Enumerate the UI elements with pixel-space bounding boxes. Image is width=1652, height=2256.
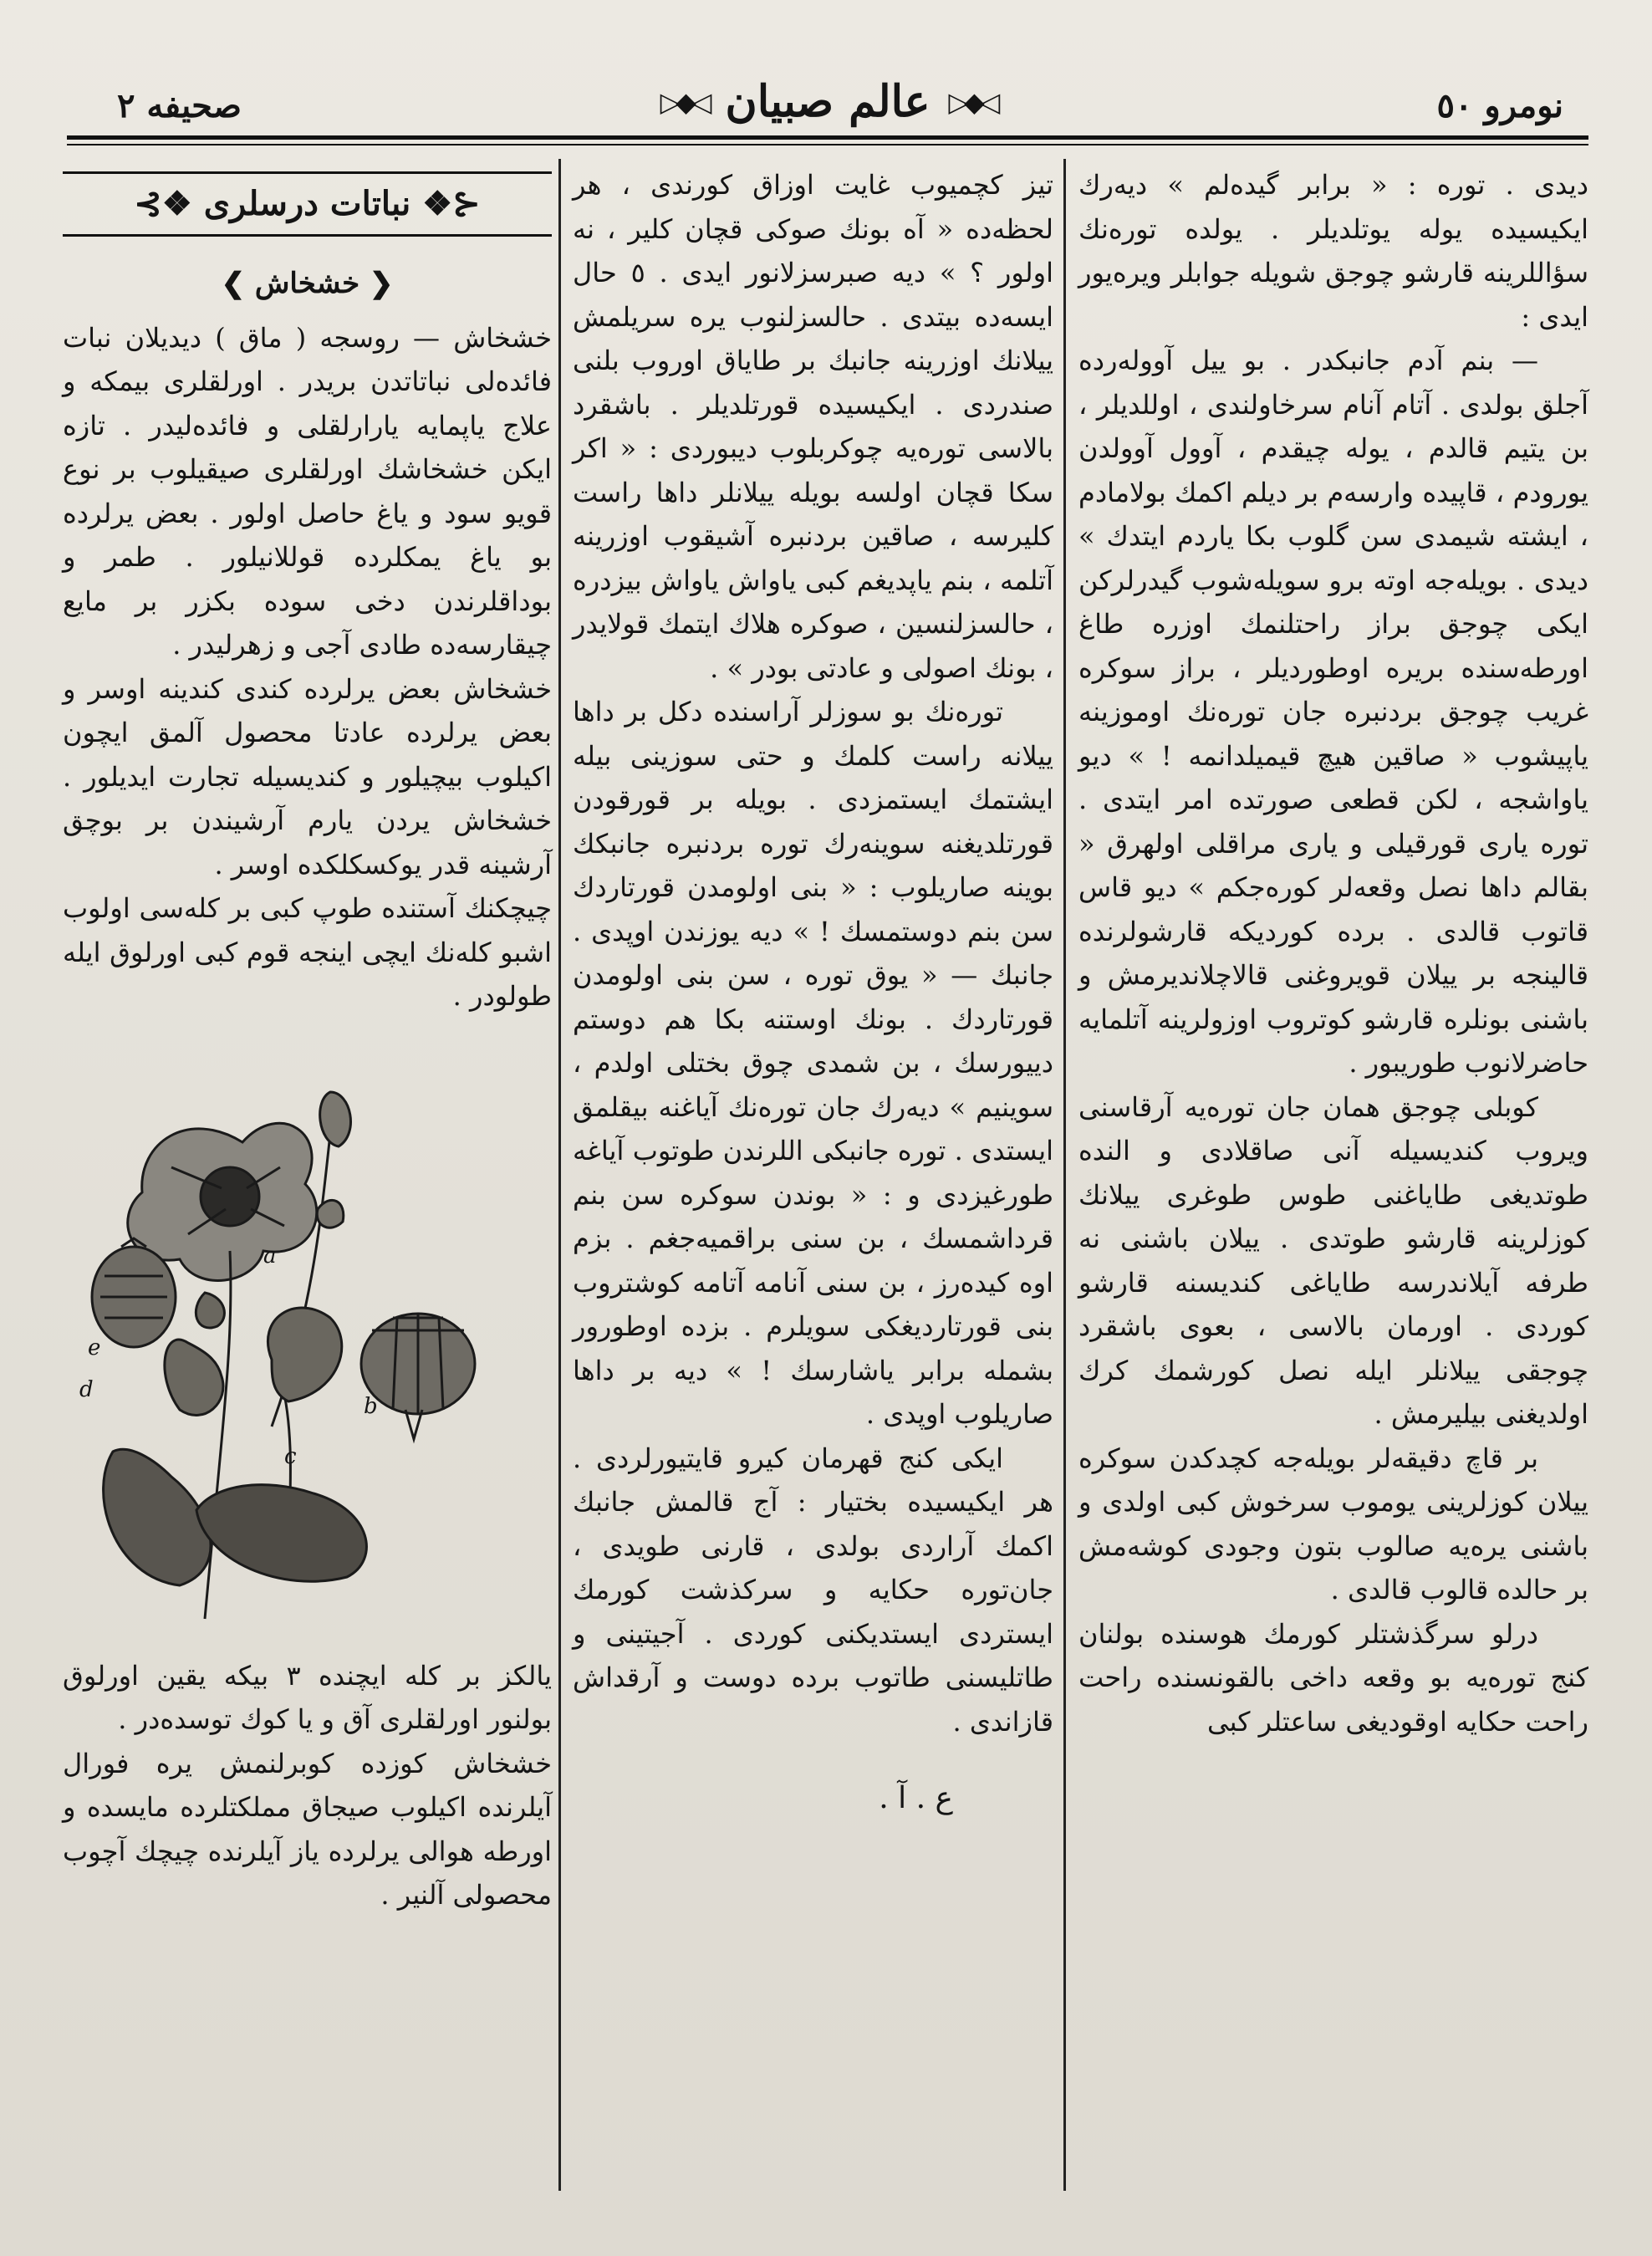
paragraph: خشخاش كوزده كوبرلنمش یره فورال آیلرنده اكیلوب صیجاق مملكتلرده مایسده و اورطه هوالی یرلرده یاز آیلرنده چیچك آچوب محصولی آلنیر . bbox=[63, 1747, 552, 1911]
paragraph: یالكز بر كله ایچنده ٣ بیكه یقین اورلوق بولنور اورلقلری آق و یا كوك توسده‌در . bbox=[63, 1659, 553, 1735]
poppy-drawing bbox=[63, 1042, 552, 1627]
paragraph: بر قاچ دقیقه‌لر بویله‌جه كچدكدن سوكره ییلان كوزلرینی یوموب سرخوش كبی اولدی و باشنی یره‌یه صالوب بتون وجودی كوشه‌مش بر حالده قالوب قالدی . bbox=[1078, 1442, 1588, 1605]
column-middle bbox=[573, 163, 1053, 1821]
paragraph: دیدی . توره : « برابر گیده‌لم » دیه‌رك ایكیسیده یوله یوتلدیلر . یولده توره‌نك سؤاللرینه قارشو چوجق شویله جوابلر ویره‌یور ایدی : bbox=[1078, 169, 1588, 333]
ornament-right-icon: ◁◆▷ bbox=[660, 85, 707, 118]
paragraph: توره‌نك بو سوزلر آراسنده دكل بر داها ییلانه راست كلمك و حتی سوزینی بیله ایشتمك ایستمزدی . بویله بر قورقودن قورتلدیغنه سوینه‌رك توره بردنبره جانبكك بوینه صاریلوب : « بنی اولومدن قورتاردك سن بنم دوستمسك ! » دیه یوزندن اوپدی . جانبك — « یوق توره ، سن بنی اولومدن قورتاردك . بونك اوستنه بكا هم دوستم دییورسك ، بن شمدی چوق بختلی اولدم ، سوینیم » دیه‌رك جان توره‌نك آیاغنه بیقلمق ایستدی . توره جانبكی اللرندن طوتوب آیاغه طورغیزدی و : « بوندن سوكره سن بنم قرداشمسك ، بن سنی براقمیه‌جغم . بزم اوه كیده‌رز ، بن سنی آنامه آتامه كوشتروب بنی قورتاردیغكی سویلرم . بزده اوطورور بشمله برابر یاشارسك ! » دیه بر داها صاریلوب اوپدی . bbox=[573, 696, 1053, 1430]
newspaper-title: عالم صبیان bbox=[725, 76, 931, 127]
figure-label: d bbox=[79, 1376, 94, 1402]
ornament-right-icon: ⊰❖ bbox=[410, 184, 481, 223]
paragraph: تیز كچمیوب غایت اوزاق كورندی ، هر لحظه‌ده « آه بونك صوكی قچان كلیر ، نه اولور ؟ » دیه صبرسزلانور ایدی . ٥ حال ایسه‌ده بیتدی . حالسزلنوب یره سریلمش ییلانك اوزرینه جانبك بر طایاق اوروب بلنی صندردی . ایكیسیده قورتلدیلر . باشقرد بالاسی توره‌یه چوكربلوب دیبوردی : « اكر سكا قچان اولسه بویله ییلانلر داها راست كلیرسه ، صاقین بردنبره آشیقوب اوزرینه آتلمه ، بنم یاپدیغم كبی یاواش یاواش بیزدره ، حالسزلنسین ، صوكره هلاك ایتمك قولایدر ، بونك اصولی و عادتی بودر » . bbox=[573, 169, 1054, 684]
section-heading bbox=[63, 171, 552, 237]
author-signature: ع . آ . bbox=[879, 1781, 953, 1815]
bracket-ornament-icon: ❮ bbox=[359, 267, 394, 300]
masthead bbox=[67, 71, 1588, 138]
page-number-label: صحیفه ٢ bbox=[117, 86, 242, 125]
ornament-left-icon: ❖⊱ bbox=[134, 184, 192, 223]
masthead-rule bbox=[67, 135, 1588, 140]
issue-number-label: نومرو ٥٠ bbox=[1436, 86, 1563, 125]
figure-label: c bbox=[284, 1443, 297, 1469]
figure-label: e bbox=[88, 1335, 101, 1360]
column-divider bbox=[558, 159, 561, 2191]
paragraph: ایكی كنج قهرمان كیرو قایتیورلردی . هر ایكیسیده بختیار : آج قالمش جانبك اكمك آراردی بولدی ، قارنی طویدی ، جان‌توره حكایه و سركذشت كورمك ایستردی ایستدیكنی كوردی . آجیتینی و طاتلیسنی طاتوب برده دوست و آرقداش قازاندی . bbox=[573, 1442, 1053, 1738]
ornament-left-icon: ◁◆▷ bbox=[948, 85, 996, 118]
column-right bbox=[1078, 163, 1588, 1743]
paragraph: خشخاش — روسجه ( ماق ) دیدیلان نبات فائده‌لی نباتاتدن بریدر . اورلقلری بیمكه و علاج یاپمایه یارارلقلی و فائده‌لیدر . تازه ایكن خشخاشك اورلقلری صیقیلوب بر نوع قویو سود و یاغ حاصل اولور . بعض یرلرده بو یاغ یمكلرده قوللانیلور . طمر و بوداقلرندن دخی سوده بكزر بر مایع چیقارسه‌ده طادی آجی و زهرلیدر . bbox=[63, 321, 552, 661]
poppy-illustration bbox=[63, 1042, 552, 1627]
column-left bbox=[63, 163, 552, 1917]
masthead-rule-thin bbox=[67, 144, 1588, 145]
paragraph: خشخاش بعض یرلرده كندی كندینه اوسر و بعض یرلرده عادتا محصول آلمق ایچون اكیلوب بیچیلور و كندیسیله تجارت ایدیلور . خشخاش یردن یارم آرشیندن بر بوچق آرشینه قدر یوكسكلكده اوسر . bbox=[63, 672, 552, 880]
figure-label: b bbox=[364, 1393, 378, 1419]
paragraph: چیچكنك آستنده طوپ كبی بر كله‌سی اولوب اشبو كله‌نك ایچی اینجه قوم كبی اورلوق ایله طولودر . bbox=[63, 892, 552, 1012]
column-divider bbox=[1063, 159, 1066, 2191]
article-subtitle: ❮ خشخاش ❯ bbox=[221, 267, 394, 300]
paragraph: — بنم آدم جانبكدر . بو ییل آووله‌رده آجلق بولدی . آتام آنام سرخاولندی ، اوللدیلر ، بن یتیم قالدم ، یوله چیقدم ، آوول آوولدن یورودم ، قاپیده وارسه‌م بر دیلم اكمك بولامادم ، ایشته شیمدی سن گلوب بكا یاردم ایتدك » دیدی . بویله‌جه اوته برو سویله‌شوب گیدرلركن ایكی چوجق براز راحتلنمك اوزره طاغ اورطه‌سنده بریره اوطوردیلر ، براز سوكره غریب چوجق بردنبره جان توره‌نك اوموزینه یاپیشوب « صاقین هیچ قیمیلدانمه ! » دیو یاواشجه ، لكن قطعی صورتده امر ایتدی . توره یاری قورقیلی و یاری مراقلی اولهرق « بقالم داها نصل وقعه‌لر كوره‌جكم » دیو قاس قاتوب قالدی . برده كوردیكه قارشولرنده قالینجه بر ییلان قویروغنی قالاچلاندیرمش و باشنی بونلره قارشو كوتروب اوزولرینه آتلمایه حاضرلانوب طوریبور . bbox=[1078, 345, 1588, 1079]
paragraph: كوبلی چوجق همان جان توره‌یه آرقاسنی ویروب كندیسیله آنی صاقلادی و النده طوتدیغی طایاغنی طوس طوغری ییلانك كوزلرینه قارشو طوتدی . ییلان باشنی نه طرفه آیلاندرسه طایاغی كندیسنه قارشو كوردی . اورمان بالاسی ، بعوی باشقرد چوجقی ییلانلر ایله نصل كورشمك كرك اولدیغنی بیلیرمش . bbox=[1078, 1090, 1588, 1430]
paragraph: درلو سرگذشتلر كورمك هوسنده بولنان كنج توره‌یه بو وقعه داخی بالقونسنده راحت راحت حكایه اوقودیغی ساعتلر كبی bbox=[1078, 1617, 1588, 1738]
newspaper-title-block bbox=[660, 76, 996, 127]
figure-label: a bbox=[263, 1243, 277, 1268]
section-title: نباتات درسلری bbox=[203, 184, 411, 223]
bracket-ornament-icon: ❯ bbox=[221, 267, 246, 300]
